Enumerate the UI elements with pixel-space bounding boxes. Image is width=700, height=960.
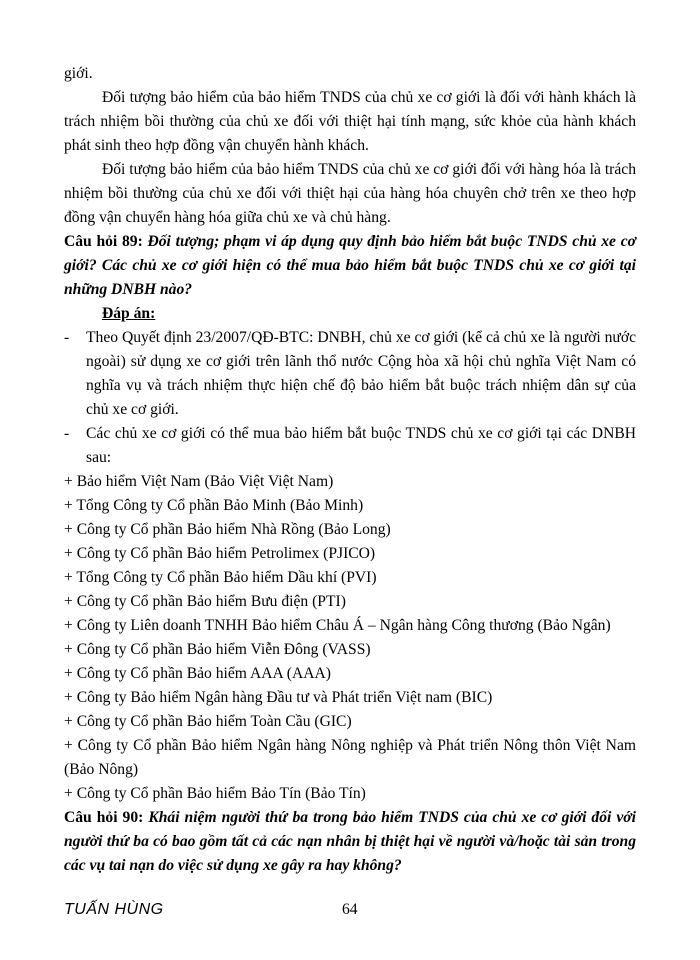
page-body	[64, 62, 636, 878]
list-item: + Tổng Công ty Cổ phần Bảo hiểm Dầu khí (PVI)	[64, 569, 377, 586]
question-89	[64, 230, 636, 302]
answer-heading-wrap	[64, 302, 636, 326]
question-90-label: Câu hỏi 90:	[64, 809, 144, 826]
list-item: + Công ty Bảo hiểm Ngân hàng Đầu tư và Phát triển Việt nam (BIC)	[64, 689, 493, 706]
question-89-text: Đối tượng; phạm vi áp dụng quy định bảo hiểm bắt buộc TNDS chủ xe cơ giới? Các chủ xe cơ giới hiện có thể mua bảo hiểm bắt buộc TNDS chủ xe cơ giới tại những DNBH nào?	[64, 233, 636, 298]
dash-item-scope	[64, 326, 636, 422]
list-item: + Tổng Công ty Cổ phần Bảo Minh (Bảo Minh)	[64, 497, 364, 514]
dash-marker: -	[64, 329, 70, 346]
paragraph-continuation: giới.	[64, 65, 93, 82]
insurer-list	[64, 470, 636, 806]
list-item: + Công ty Cổ phần Bảo hiểm Nhà Rồng (Bảo Long)	[64, 521, 391, 538]
list-item: + Công ty Cổ phần Bảo hiểm Viễn Đông (VASS)	[64, 641, 371, 658]
list-item: + Công ty Cổ phần Bảo hiểm Petrolimex (PJICO)	[64, 545, 376, 562]
list-item: + Công ty Cổ phần Bảo hiểm Toàn Cầu (GIC)	[64, 713, 352, 730]
dash-item-insurers-intro	[64, 422, 636, 470]
answer-heading: Đáp án:	[102, 305, 156, 322]
page-number: 64	[342, 901, 358, 918]
footer-author: TUẤN HÙNG	[64, 901, 164, 918]
list-item: + Bảo hiểm Việt Nam (Bảo Việt Việt Nam)	[64, 473, 334, 490]
list-item: + Công ty Cổ phần Bảo hiểm Bưu điện (PTI)	[64, 593, 346, 610]
dash-marker: -	[64, 425, 70, 442]
list-item: + Công ty Cổ phần Bảo hiểm Ngân hàng Nông nghiệp và Phát triển Nông thôn Việt Nam (Bảo Nông)	[64, 737, 636, 778]
list-item: + Công ty Liên doanh TNHH Bảo hiểm Châu Á – Ngân hàng Công thương (Bảo Ngân)	[64, 617, 611, 634]
question-90	[64, 806, 636, 878]
dash-item-text: Theo Quyết định 23/2007/QĐ-BTC: DNBH, chủ xe cơ giới (kể cả chủ xe là người nước ngoài) sử dụng xe cơ giới trên lãnh thổ nước Cộng hòa xã hội chủ nghĩa Việt Nam có nghĩa vụ và trách nhiệm thực hiện chế độ bảo hiểm bắt buộc trách nhiệm dân sự của chủ xe cơ giới.	[86, 329, 636, 418]
list-item: + Công ty Cổ phần Bảo hiểm AAA (AAA)	[64, 665, 331, 682]
paragraph-passenger-liability: Đối tượng bảo hiểm của bảo hiểm TNDS của chủ xe cơ giới là đối với hành khách là trách nhiệm bồi thường của chủ xe đối với thiệt hại tính mạng, sức khỏe của hành khách phát sinh theo hợp đồng vận chuyển hành khách.	[64, 89, 636, 154]
question-89-label: Câu hỏi 89:	[64, 233, 143, 250]
list-item: + Công ty Cổ phần Bảo hiểm Bảo Tín (Bảo Tín)	[64, 785, 366, 802]
question-90-text: Khái niệm người thứ ba trong bảo hiểm TNDS của chủ xe cơ giới đối với người thứ ba có bao gồm tất cả các nạn nhân bị thiệt hại về người và/hoặc tài sản trong các vụ tai nạn do việc sử dụng xe gây ra hay không?	[64, 809, 636, 874]
dash-item-text: Các chủ xe cơ giới có thể mua bảo hiểm bắt buộc TNDS chủ xe cơ giới tại các DNBH sau:	[86, 425, 636, 466]
paragraph-cargo-liability: Đối tượng bảo hiểm của bảo hiểm TNDS của chủ xe cơ giới đối với hàng hóa là trách nhiệm bồi thường của chủ xe đối với thiệt hại của hàng hóa chuyên chở trên xe theo hợp đồng vận chuyển hàng hóa giữa chủ xe và chủ hàng.	[64, 161, 636, 226]
